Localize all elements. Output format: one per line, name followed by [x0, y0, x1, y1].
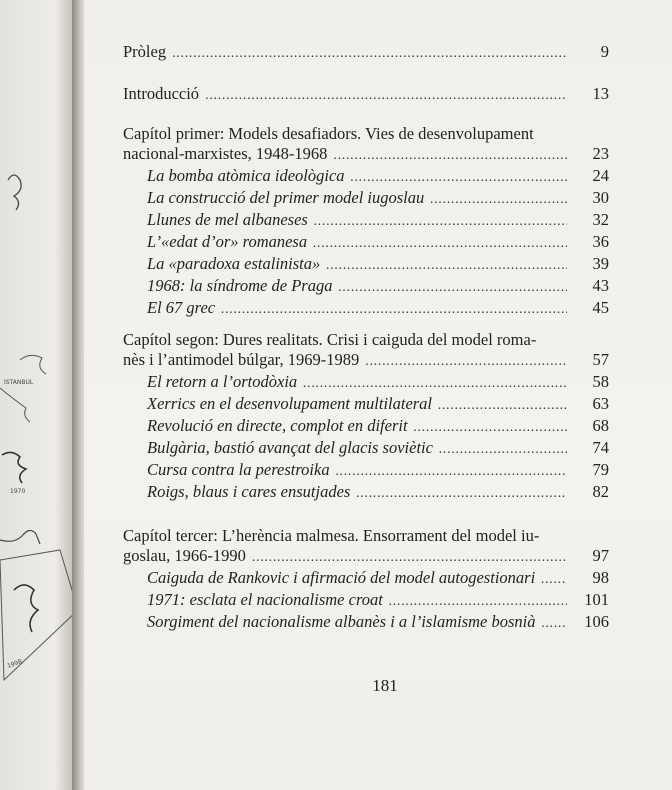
toc-section — [123, 416, 609, 438]
leader-dots — [252, 548, 567, 568]
leader-dots — [333, 146, 567, 166]
section-title: Llunes de mel albaneses — [147, 210, 308, 229]
section-title: Revolució en directe, complot en diferit — [147, 416, 408, 435]
toc-page-number: 24 — [592, 166, 609, 185]
toc-page-number: 39 — [592, 254, 609, 273]
section-title: Caiguda de Rankovic i afirmació del model autogestionari — [147, 568, 536, 587]
chapter-heading-line1: Capítol segon: Dures realitats. Crisi i caiguda del model roma- — [123, 330, 537, 349]
leader-dots — [438, 396, 567, 416]
toc-title: Introducció — [123, 84, 200, 103]
toc-section — [123, 254, 609, 276]
toc-section — [123, 568, 609, 590]
toc-section — [123, 460, 609, 482]
section-title: 1971: esclata el nacionalisme croat — [147, 590, 383, 609]
leader-dots — [389, 592, 567, 612]
facing-page-map — [0, 0, 78, 790]
map-label-year: 1970 — [10, 488, 26, 495]
section-title: El retorn a l’ortodòxia — [147, 372, 298, 391]
chapter-heading-line1: Capítol tercer: L’herència malmesa. Ensorrament del model iu- — [123, 526, 540, 545]
section-title: La bomba atòmica ideològica — [147, 166, 345, 185]
chapter-heading-line2: goslau, 1966-1990 — [123, 546, 246, 565]
leader-dots — [326, 256, 567, 276]
toc-page-number: 74 — [592, 438, 609, 457]
toc-section — [123, 166, 609, 188]
leader-dots — [221, 300, 567, 320]
leader-dots — [439, 440, 567, 460]
leader-dots — [314, 212, 567, 232]
toc-section — [123, 482, 609, 504]
map-label-caption: 1998 — [6, 658, 24, 670]
toc-section — [123, 276, 609, 298]
leader-dots — [365, 352, 567, 372]
toc-chapter-2 — [123, 330, 609, 504]
section-title: La construcció del primer model iugoslau — [147, 188, 425, 207]
chapter-heading-line2: nès i l’antimodel búlgar, 1969-1989 — [123, 350, 360, 369]
chapter-heading-line1: Capítol primer: Models desafiadors. Vies de desenvolupament — [123, 124, 534, 143]
toc-page-number: 9 — [600, 42, 609, 61]
leader-dots — [541, 570, 567, 590]
leader-dots — [313, 234, 567, 254]
leader-dots — [356, 484, 567, 504]
toc-page-number: 68 — [592, 416, 609, 435]
leader-dots — [172, 44, 567, 64]
map-label-istanbul: ISTANBUL — [4, 379, 34, 386]
toc-section — [123, 372, 609, 394]
toc-page-number: 57 — [592, 350, 609, 369]
section-title: Sorgiment del nacionalisme albanès i a l’islamisme bosnià — [147, 612, 536, 631]
toc-section — [123, 210, 609, 232]
leader-dots — [430, 190, 567, 210]
section-title: Roigs, blaus i cares ensutjades — [147, 482, 351, 501]
toc-page-number: 30 — [592, 188, 609, 207]
toc-page-number: 106 — [584, 612, 609, 631]
toc-section — [123, 188, 609, 210]
leader-dots — [338, 278, 567, 298]
toc-chapter-3 — [123, 526, 609, 634]
leader-dots — [336, 462, 567, 482]
toc-page-number: 43 — [592, 276, 609, 295]
leader-dots — [541, 614, 567, 634]
toc-page-number: 98 — [592, 568, 609, 587]
toc-chapter-1 — [123, 124, 609, 320]
toc-page-number: 97 — [592, 546, 609, 565]
toc-section — [123, 394, 609, 416]
toc-page-number: 82 — [592, 482, 609, 501]
toc-page-number: 101 — [584, 590, 609, 609]
toc-page-number: 58 — [592, 372, 609, 391]
leader-dots — [205, 86, 567, 106]
toc-title: Pròleg — [123, 42, 167, 61]
section-title: La «paradoxa estalinista» — [147, 254, 321, 273]
leader-dots — [351, 168, 567, 188]
section-title: L’«edat d’or» romanesa — [147, 232, 308, 251]
section-title: Bulgària, bastió avançat del glacis soviètic — [147, 438, 433, 457]
page-number: 181 — [372, 676, 398, 695]
toc-page-number: 36 — [592, 232, 609, 251]
toc-section — [123, 590, 609, 612]
section-title: Cursa contra la perestroika — [147, 460, 330, 479]
toc-page-number: 13 — [592, 84, 609, 103]
toc-section — [123, 298, 609, 320]
toc-page-number: 79 — [592, 460, 609, 479]
toc-page-number: 23 — [592, 144, 609, 163]
toc-page-number: 63 — [592, 394, 609, 413]
toc-page-number: 45 — [592, 298, 609, 317]
toc-section — [123, 612, 609, 634]
map-fragment-illustration — [0, 0, 78, 790]
toc-section — [123, 438, 609, 460]
toc-entry-introduction — [123, 84, 609, 106]
section-title: 1968: la síndrome de Praga — [147, 276, 333, 295]
toc-section — [123, 232, 609, 254]
toc-page-number: 32 — [592, 210, 609, 229]
leader-dots — [414, 418, 567, 438]
chapter-heading-line2: nacional-marxistes, 1948-1968 — [123, 144, 328, 163]
leader-dots — [303, 374, 567, 394]
section-title: El 67 grec — [147, 298, 216, 317]
toc-entry-prolog — [123, 42, 609, 64]
section-title: Xerrics en el desenvolupament multilateral — [147, 394, 433, 413]
